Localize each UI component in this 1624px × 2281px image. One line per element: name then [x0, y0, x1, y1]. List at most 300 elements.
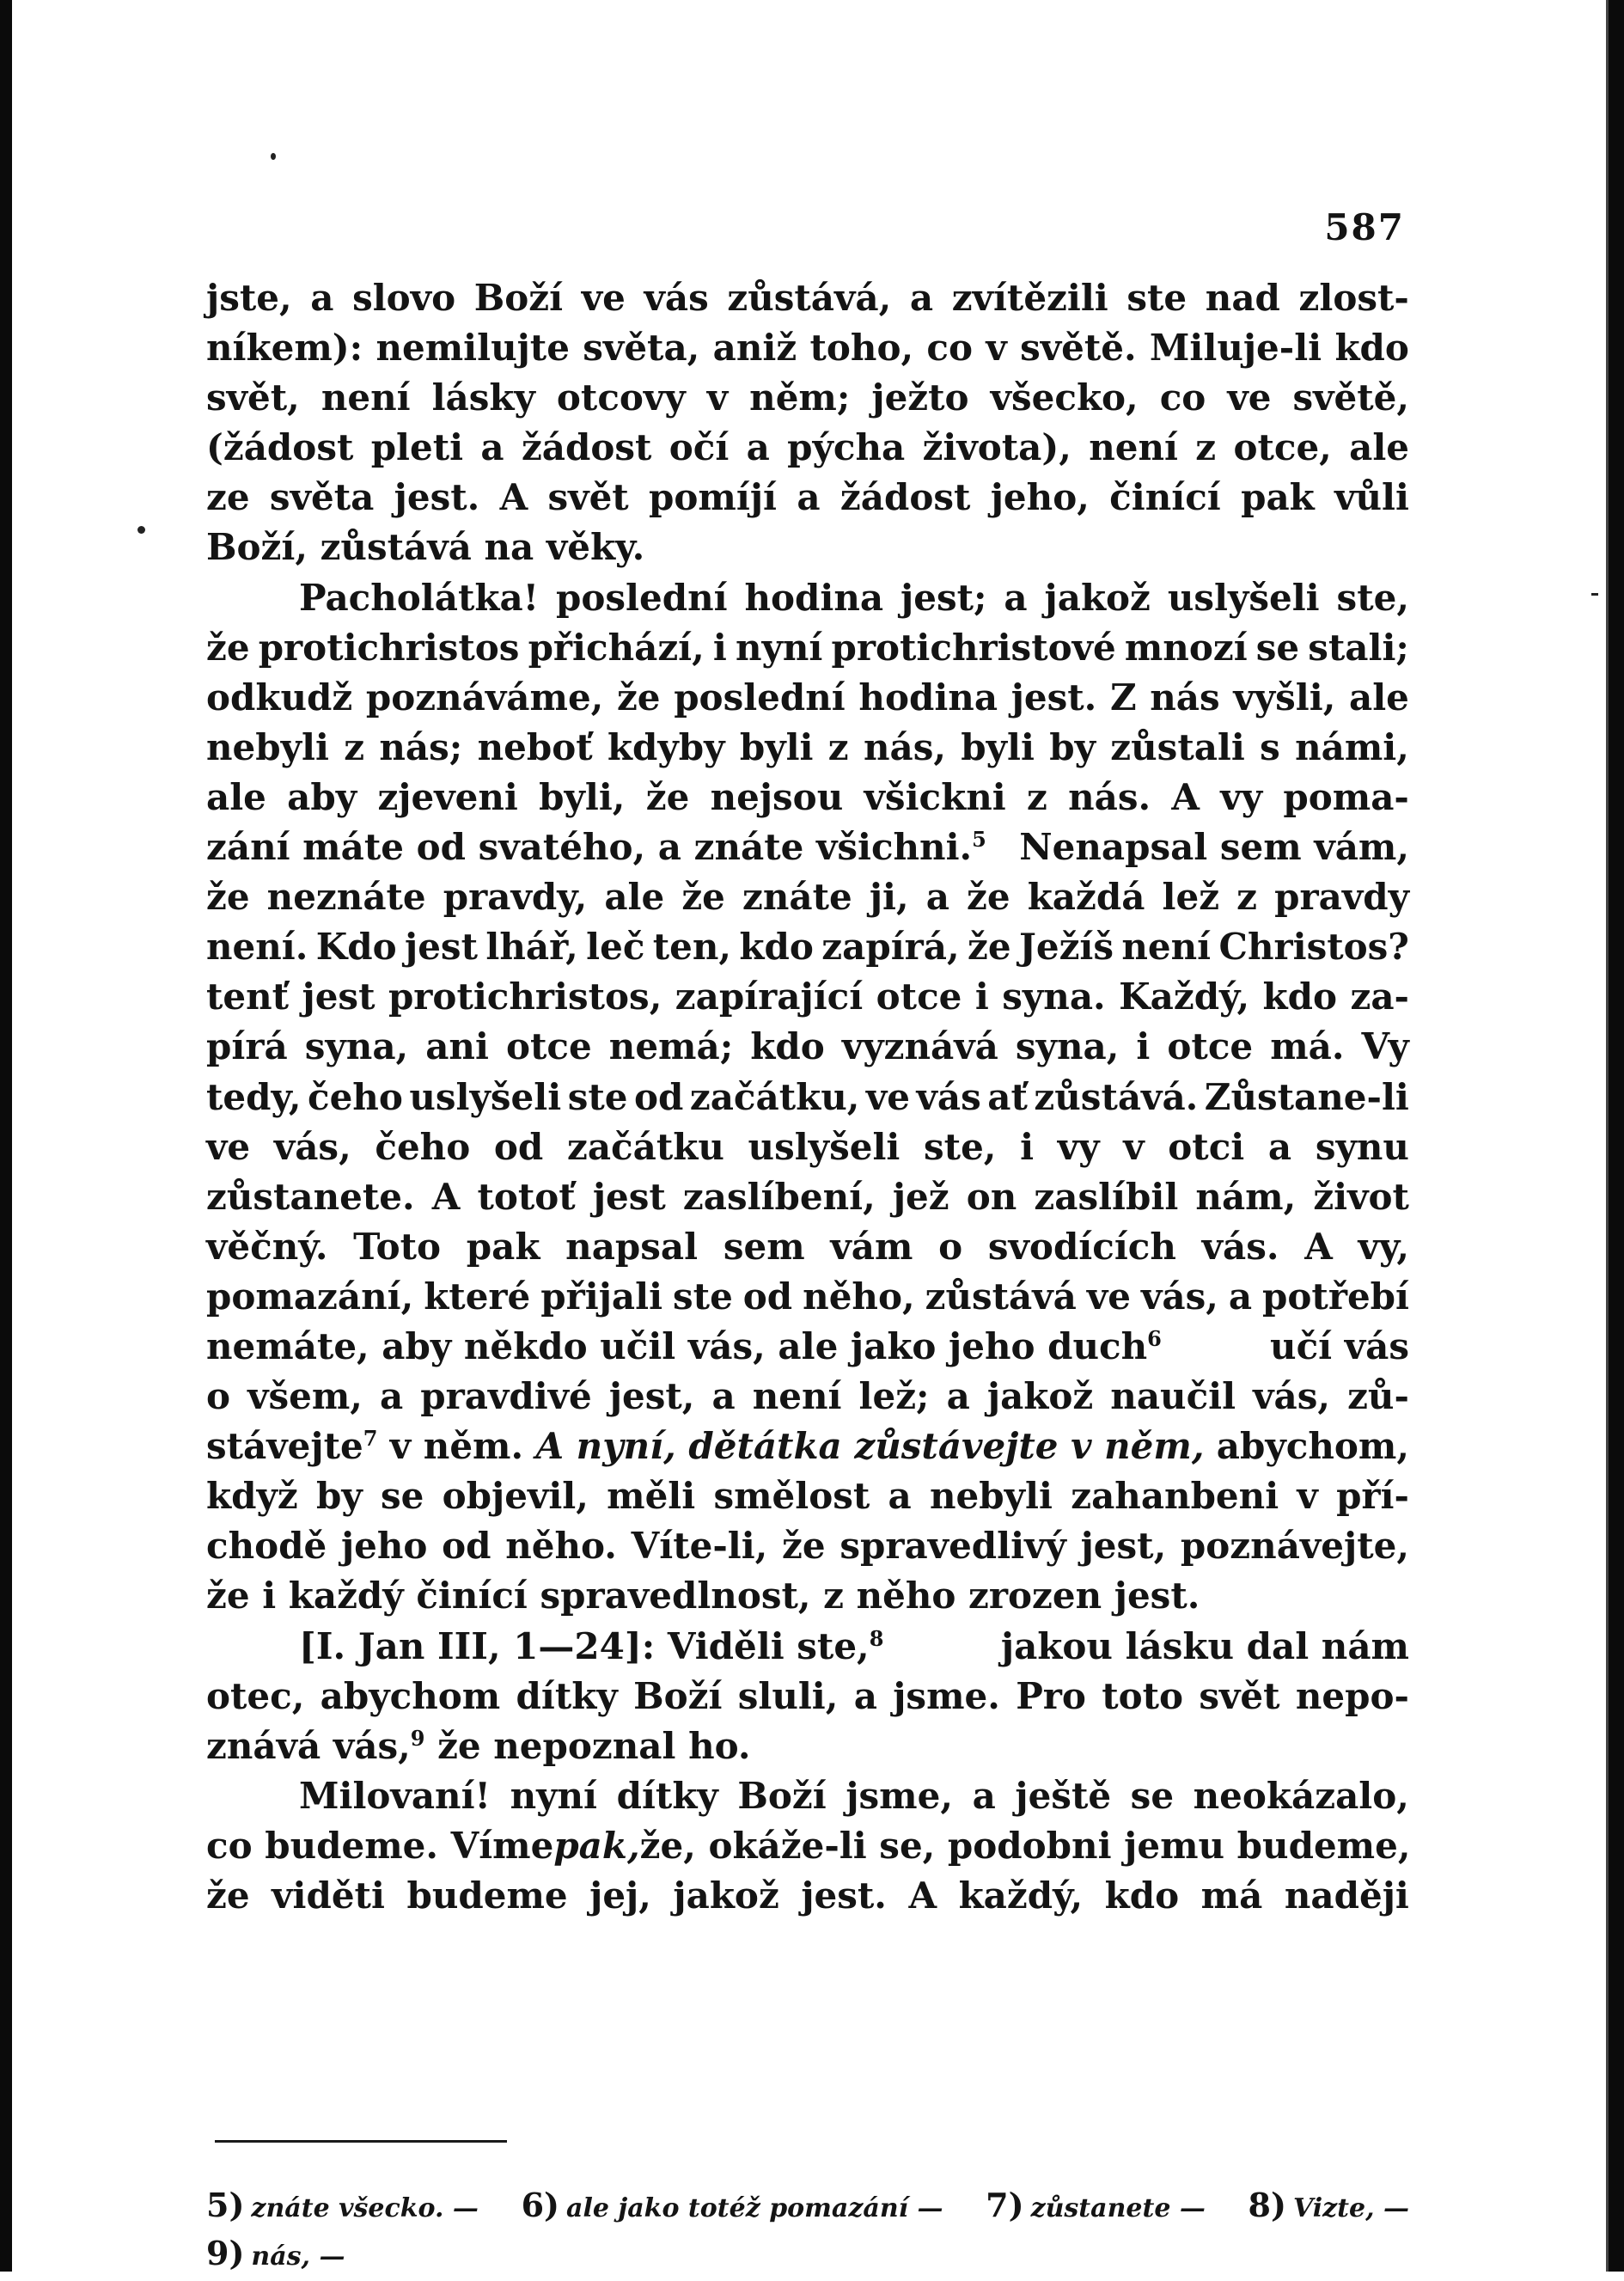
word: byli: [739, 725, 814, 768]
word: od: [633, 1075, 684, 1118]
word: ste: [673, 1275, 733, 1318]
word: čeho: [375, 1125, 471, 1168]
footnote-number: 5): [206, 2186, 245, 2224]
word: ale: [604, 876, 665, 919]
word: jsme,: [846, 1774, 953, 1817]
page-body: [206, 273, 1409, 1921]
word: začátku,: [689, 1075, 860, 1118]
word: Boží: [473, 277, 564, 319]
word: od: [493, 1125, 544, 1168]
word: stali;: [1308, 626, 1409, 669]
word: jest,: [608, 1375, 695, 1418]
word: jest: [302, 975, 375, 1018]
word: lež;: [858, 1375, 930, 1418]
word: i: [1136, 1025, 1151, 1068]
text-line: [206, 773, 1409, 823]
word: A: [908, 1874, 937, 1917]
word: zůstává,: [727, 277, 892, 319]
word: není: [1121, 926, 1212, 969]
word: žádost: [521, 426, 652, 469]
word: mnozí: [1124, 626, 1248, 669]
word: jest: [405, 926, 478, 969]
word: jsme.: [893, 1674, 1000, 1717]
word: není: [752, 1375, 842, 1418]
word: námi,: [1295, 725, 1409, 768]
line-segment: stávejte: [206, 1425, 363, 1468]
word: jakož: [673, 1874, 779, 1917]
word: A: [1171, 775, 1200, 818]
word: že: [206, 1874, 250, 1917]
word: poslední: [674, 676, 846, 719]
word: lásky: [431, 376, 535, 419]
word: zahanbeni: [1071, 1475, 1279, 1518]
word: (žádost: [206, 426, 354, 469]
word: hodina: [744, 576, 884, 619]
italic-segment: pak,: [553, 1824, 640, 1867]
word: viděti: [272, 1874, 385, 1917]
word: pak: [466, 1225, 540, 1268]
word: má: [1200, 1874, 1263, 1917]
word: a: [797, 476, 821, 519]
word: syna,: [1015, 1025, 1120, 1068]
word: co: [926, 327, 974, 370]
text-line: [206, 1073, 1409, 1122]
footnote-item: [986, 2181, 1206, 2229]
word: pravdivé: [420, 1375, 592, 1418]
word: uslyšeli: [409, 1075, 562, 1118]
word: jakož: [986, 1375, 1094, 1418]
word: světě,: [1292, 376, 1409, 419]
word: neokázalo,: [1193, 1774, 1409, 1817]
word: Kdo: [315, 926, 397, 969]
word: Pacholátka!: [299, 576, 540, 619]
word: totoť: [477, 1175, 576, 1218]
text-line: [206, 872, 1409, 922]
word: ve: [1086, 1275, 1131, 1318]
footnote-text: zůstanete —: [1030, 2193, 1206, 2223]
word: kdo: [1104, 1874, 1180, 1917]
word: poznáváme,: [365, 676, 604, 719]
word: ve: [1227, 376, 1272, 419]
word: ste,: [924, 1125, 997, 1168]
word: nás,: [863, 725, 946, 768]
word: ji,: [869, 876, 909, 919]
word: že: [967, 876, 1010, 919]
word: on: [966, 1175, 1017, 1218]
text-line: [206, 1721, 1409, 1771]
word: nám,: [1195, 1175, 1297, 1218]
word: otce: [506, 1025, 592, 1068]
word: života),: [922, 426, 1071, 469]
word: světa: [269, 476, 375, 519]
word: nebyli: [930, 1475, 1053, 1518]
word: a: [711, 1375, 736, 1418]
word: vyšli,: [1233, 676, 1336, 719]
word: ve: [865, 1075, 911, 1118]
word: toho,: [809, 327, 914, 370]
word: jeho,: [990, 476, 1090, 519]
word: a: [925, 876, 949, 919]
word: jest.: [394, 476, 480, 519]
paragraph-start-line: [206, 1622, 1409, 1672]
word: nemá;: [608, 1025, 734, 1068]
word: dítky: [516, 1674, 618, 1717]
word: nejsou: [710, 775, 844, 818]
line-segment: co budeme. Víme: [206, 1824, 554, 1867]
word: začátku: [566, 1125, 724, 1168]
word: zlost-: [1298, 277, 1409, 319]
text-line: že i každý činící spravedlnost, z něho zrozen jest.: [206, 1575, 1200, 1617]
footnote-text: ale jako totéž pomazání —: [566, 2193, 943, 2223]
word: o: [206, 1375, 231, 1418]
word: že: [616, 676, 661, 719]
word: nad: [1205, 277, 1280, 319]
footnote-number: 6): [521, 2186, 559, 2224]
word: o: [938, 1225, 963, 1268]
word: poma-: [1283, 775, 1409, 818]
word: otce: [1167, 1025, 1254, 1068]
scan-speck-left: [137, 526, 145, 534]
word: vy,: [1358, 1225, 1409, 1268]
word: z: [1026, 775, 1047, 818]
word: nyní: [735, 626, 823, 669]
line-segment: znává vás,: [206, 1724, 411, 1767]
word: žádost: [839, 476, 971, 519]
word: kdo: [1262, 975, 1338, 1018]
text-line: [206, 1471, 1409, 1521]
word: toto: [1102, 1674, 1184, 1717]
line-segment: Nenapsal sem vám,: [1019, 826, 1409, 869]
footnote-item: [206, 2229, 345, 2278]
text-line: [206, 323, 1409, 373]
word: leč: [586, 926, 645, 969]
text-line: [206, 723, 1409, 773]
word: Boží: [633, 1674, 723, 1717]
word: život: [1313, 1175, 1409, 1218]
word: z: [344, 725, 365, 768]
word: zaslíbení,: [682, 1175, 876, 1218]
word: vás,: [1140, 1275, 1218, 1318]
word: tenť: [206, 975, 290, 1018]
word: ani: [425, 1025, 489, 1068]
word: Toto: [353, 1225, 442, 1268]
word: a: [853, 1674, 877, 1717]
word: sem: [723, 1225, 805, 1268]
scan-left-border: [0, 0, 12, 2272]
text-line: [206, 1222, 1409, 1272]
word: by: [315, 1475, 363, 1518]
word: že: [206, 876, 250, 919]
footnote-line: [206, 2181, 1409, 2229]
word: vás,: [273, 1125, 351, 1168]
word: uslyšeli: [748, 1125, 901, 1168]
text-line: [206, 1322, 1409, 1372]
word: přijali: [540, 1275, 663, 1318]
word: ste,: [1336, 576, 1409, 619]
word: ve: [206, 1125, 251, 1168]
word: Milovaní!: [299, 1774, 491, 1817]
word: napsal: [565, 1225, 699, 1268]
word: nás: [1150, 676, 1220, 719]
word: jakož: [1044, 576, 1151, 619]
footnote-text: nás, —: [251, 2241, 345, 2272]
line-segment: abychom,: [1216, 1425, 1409, 1468]
word: neboť: [477, 725, 593, 768]
text-line: [206, 1521, 1409, 1571]
word: protichristos,: [388, 975, 662, 1018]
word: A: [499, 476, 528, 519]
footnote-divider: [215, 2140, 507, 2143]
line-segment: jakou lásku dal nám: [1000, 1624, 1409, 1667]
word: v: [706, 376, 729, 419]
word: svodících: [987, 1225, 1176, 1268]
word: ještě: [1015, 1774, 1112, 1817]
word: poslední: [556, 576, 728, 619]
text-line: [206, 1122, 1409, 1172]
word: a: [379, 1375, 404, 1418]
word: protichristové: [831, 626, 1116, 669]
word: když: [206, 1475, 298, 1518]
word: jej,: [589, 1874, 651, 1917]
word: z: [827, 725, 849, 768]
word: a: [480, 426, 504, 469]
word: se: [1255, 626, 1300, 669]
word: které: [424, 1275, 531, 1318]
word: světa,: [583, 327, 700, 370]
word: vás: [644, 277, 709, 319]
word: otec,: [206, 1674, 305, 1717]
word: a: [746, 426, 770, 469]
word: v: [1297, 1475, 1318, 1518]
word: zůstává.: [1034, 1075, 1199, 1118]
scripture-reference: [I. Jan III, 1—24]: Viděli ste,: [299, 1624, 870, 1667]
word: z: [1236, 876, 1258, 919]
word: vy: [1220, 775, 1263, 818]
word: dítky: [616, 1774, 718, 1817]
footnote-ref: 9: [410, 1725, 425, 1751]
word: zůstali: [1110, 725, 1245, 768]
word: že: [206, 626, 250, 669]
footnote-ref: 8: [869, 1625, 884, 1651]
footnote-ref: 7: [363, 1426, 378, 1452]
word: syna,: [304, 1025, 409, 1068]
word: a: [310, 277, 334, 319]
word: od: [742, 1275, 793, 1318]
word: se: [1130, 1774, 1175, 1817]
word: svět: [547, 476, 629, 519]
word: ste: [567, 1075, 628, 1118]
word: že: [968, 926, 1011, 969]
word: i: [1020, 1125, 1035, 1168]
line-segment: učí vás: [1270, 1324, 1409, 1367]
word: lhář,: [485, 926, 578, 969]
word: otcovy: [556, 376, 686, 419]
word: zaslíbil: [1034, 1175, 1179, 1218]
word: A: [1304, 1225, 1333, 1268]
word: A: [431, 1175, 461, 1218]
scan-speck-right: [1591, 593, 1598, 596]
line-segment: že nepoznal ho.: [437, 1724, 751, 1767]
word: očí: [669, 426, 730, 469]
word: vy: [1057, 1125, 1100, 1168]
scan-speck-top: [271, 153, 276, 160]
word: čeho: [308, 1075, 403, 1118]
word: nás.: [1068, 775, 1151, 818]
word: přichází,: [528, 626, 705, 669]
word: i: [712, 626, 727, 669]
scan-right-border: [1609, 0, 1624, 2272]
word: světě.: [1020, 327, 1137, 370]
word: jest,: [1080, 1525, 1167, 1568]
word: že: [645, 775, 690, 818]
word: Víte-li,: [631, 1525, 768, 1568]
word: Christos?: [1218, 926, 1409, 969]
paragraph-start-line: [206, 1771, 1409, 1821]
word: budeme: [406, 1874, 568, 1917]
word: a: [1228, 1275, 1253, 1318]
word: naučil: [1110, 1375, 1236, 1418]
word: ale: [1348, 676, 1409, 719]
line-segment: že, okáže-li se, podobni jemu budeme,: [639, 1824, 1411, 1867]
word: potřebí: [1262, 1275, 1409, 1318]
word: Miluje-li: [1149, 327, 1322, 370]
word: i: [974, 975, 989, 1018]
word: věčný.: [206, 1225, 328, 1268]
word: svět: [1199, 1674, 1280, 1717]
footnote-text: Vizte, —: [1292, 2193, 1409, 2223]
word: a: [1267, 1125, 1292, 1168]
word: byli,: [539, 775, 626, 818]
word: a: [888, 1475, 912, 1518]
word: byli: [961, 725, 1035, 768]
word: ste: [1126, 277, 1187, 319]
word: vyznává: [841, 1025, 998, 1068]
word: nyní: [510, 1774, 597, 1817]
word: pak: [1241, 476, 1315, 519]
text-line: [206, 1821, 1409, 1871]
footnote-item: [206, 2181, 479, 2229]
text-line: Boží, zůstává na věky.: [206, 526, 645, 569]
word: vás.: [1201, 1225, 1279, 1268]
word: za-: [1350, 975, 1409, 1018]
paragraph-start-line: [206, 573, 1409, 623]
word: Zůstane-li: [1204, 1075, 1409, 1118]
word: Každý,: [1119, 975, 1250, 1018]
word: ježto: [871, 376, 969, 419]
word: nebyli: [206, 725, 329, 768]
word: ať: [987, 1075, 1028, 1118]
word: synu: [1315, 1125, 1409, 1168]
word: kdo: [1334, 327, 1409, 370]
word: má.: [1270, 1025, 1345, 1068]
word: nepo-: [1295, 1674, 1409, 1717]
word: zapírající: [675, 975, 864, 1018]
word: není: [1089, 426, 1178, 469]
word: smělost: [713, 1475, 870, 1518]
word: že: [681, 876, 725, 919]
word: měli: [607, 1475, 696, 1518]
word: tedy,: [206, 1075, 302, 1118]
word: otce: [876, 975, 962, 1018]
word: abychom: [320, 1674, 501, 1717]
text-line: [206, 473, 1409, 523]
word: každá: [1027, 876, 1145, 919]
word: od: [442, 1525, 491, 1568]
word: kdo: [750, 1025, 825, 1068]
word: co: [1159, 376, 1206, 419]
word: Ježíš: [1018, 926, 1114, 969]
word: lež: [1162, 876, 1220, 919]
word: kdo: [739, 926, 814, 969]
word: hodina: [858, 676, 998, 719]
word: pomazání,: [206, 1275, 414, 1318]
word: jest;: [901, 576, 987, 619]
word: jste,: [206, 277, 292, 319]
word: aby: [287, 775, 357, 818]
word: pravdy,: [443, 876, 588, 919]
text-line: [206, 1172, 1409, 1222]
word: vás,: [1253, 1375, 1331, 1418]
footnote-text: znáte všecko. —: [251, 2193, 479, 2223]
word: ze: [206, 476, 250, 519]
word: vás: [916, 1075, 981, 1118]
word: poznávejte,: [1180, 1525, 1409, 1568]
line-segment: nemáte, aby někdo učil vás, ale jako jeho duch: [206, 1324, 1148, 1367]
word: níkem):: [206, 327, 363, 370]
word: ale: [206, 775, 266, 818]
word: odkudž: [206, 676, 353, 719]
word: objevil,: [442, 1475, 589, 1518]
word: že: [782, 1525, 826, 1568]
word: nás;: [379, 725, 463, 768]
page-number: 587: [1324, 206, 1405, 248]
text-line: [206, 273, 1409, 323]
word: ve: [581, 277, 626, 319]
text-line: [206, 1372, 1409, 1422]
word: jest: [592, 1175, 666, 1218]
word: jeho: [340, 1525, 428, 1568]
word: v: [986, 327, 1007, 370]
word: vůli: [1334, 476, 1409, 519]
word: aniž: [712, 327, 797, 370]
text-line: [206, 673, 1409, 723]
word: zjeveni: [377, 775, 518, 818]
word: ale: [1349, 426, 1409, 469]
word: není: [321, 376, 411, 419]
word: zů-: [1347, 1375, 1409, 1418]
word: není.: [206, 926, 308, 969]
word: protichristos: [258, 626, 520, 669]
text-line: [206, 423, 1409, 473]
word: pírá: [206, 1025, 288, 1068]
word: a: [972, 1774, 996, 1817]
word: by: [1049, 725, 1096, 768]
word: a: [909, 277, 934, 319]
footnote-item: [522, 2181, 943, 2229]
word: neznáte: [266, 876, 426, 919]
word: zapírá,: [821, 926, 960, 969]
footnotes: [206, 2181, 1409, 2278]
footnote-item: [1249, 2181, 1409, 2229]
word: chodě: [206, 1525, 327, 1568]
word: spravedlivý: [839, 1525, 1066, 1568]
text-line: [206, 623, 1409, 673]
word: znáte: [742, 876, 852, 919]
word: Vy: [1361, 1025, 1409, 1068]
text-line: [206, 823, 1409, 872]
word: vám: [830, 1225, 913, 1268]
word: jest.: [801, 1874, 887, 1917]
